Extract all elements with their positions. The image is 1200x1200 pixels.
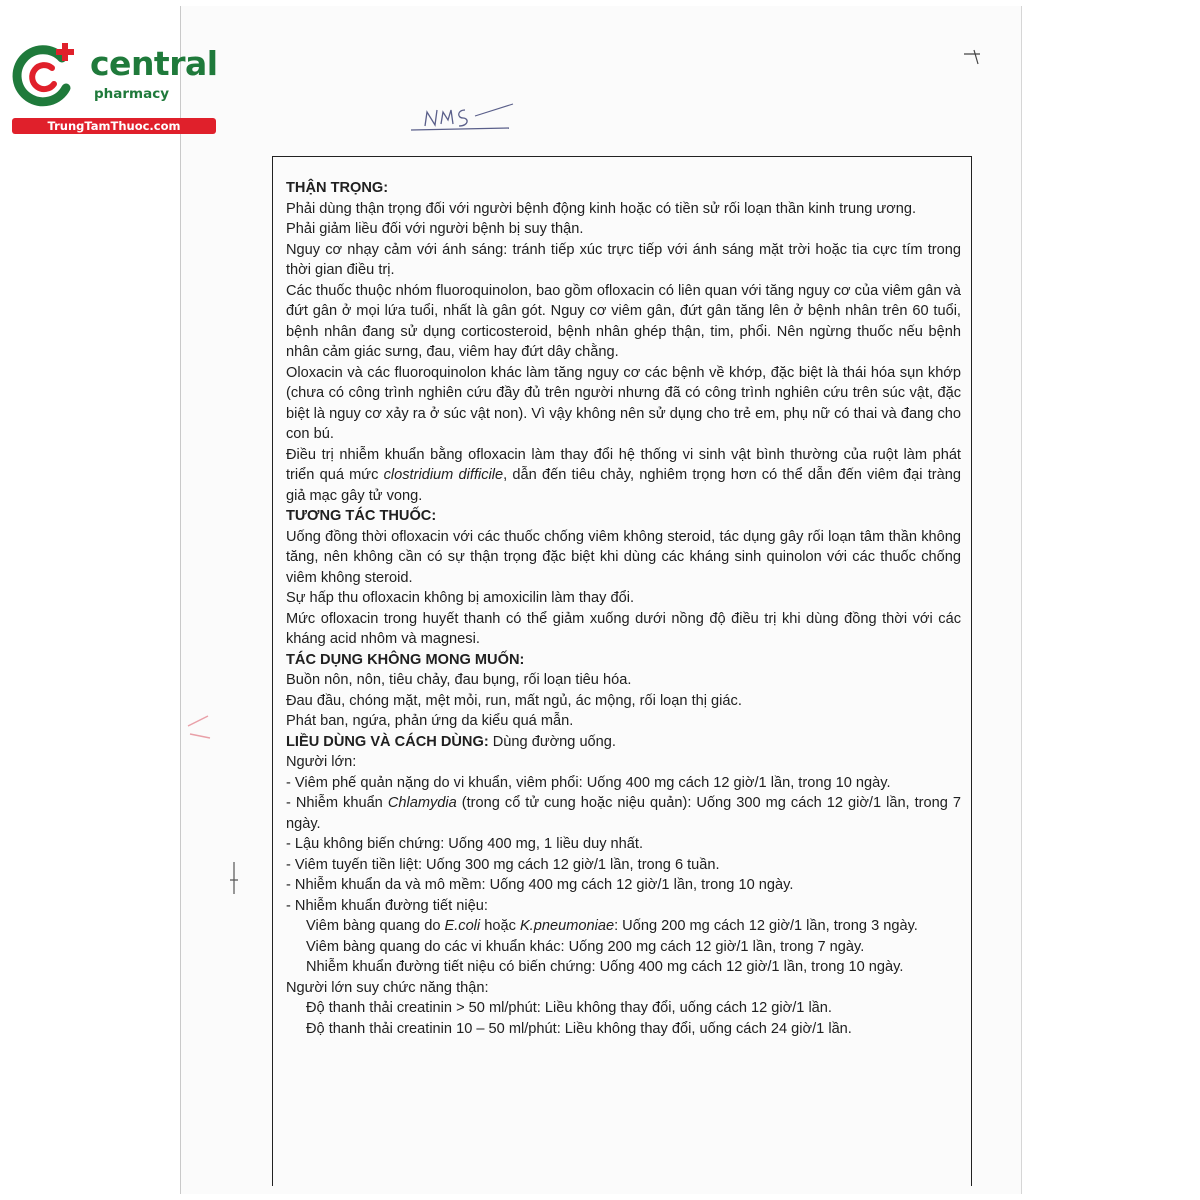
handwritten-signature — [405, 100, 520, 140]
dosage-subitem: Viêm bàng quang do các vi khuẩn khác: Uống 200 mg cách 12 giờ/1 lần, trong 7 ngày. — [306, 938, 865, 955]
paragraph: Phát ban, ngứa, phản ứng da kiểu quá mẫn. — [286, 713, 574, 729]
dosage-item: - Viêm phế quản nặng do vi khuẩn, viêm phổi: Uống 400 mg cách 12 giờ/1 lần, trong 10 ngày. — [286, 774, 891, 791]
pink-mark — [186, 712, 212, 742]
dosage-subitem: Viêm bàng quang do E.coli hoặc K.pneumoniae: Uống 200 mg cách 12 giờ/1 lần, trong 3 ngày. — [306, 918, 918, 934]
logo-website[interactable]: TrungTamThuoc.com — [12, 118, 216, 134]
section-heading-than-trong: THẬN TRỌNG: — [286, 180, 389, 196]
section-heading-lieu-dung: LIỀU DÙNG VÀ CÁCH DÙNG: Dùng đường uống. — [286, 733, 616, 750]
section-heading-tuong-tac: TƯƠNG TÁC THUỐC: — [286, 508, 437, 524]
dosage-subitem: Độ thanh thải creatinin > 50 ml/phút: Liều không thay đổi, uống cách 12 giờ/1 lần. — [306, 1000, 832, 1016]
paragraph: Các thuốc thuộc nhóm fluoroquinolon, bao gồm ofloxacin có liên quan với tăng nguy cơ của viêm gân và đứt gân ở mọi lứa tuổi, nhất là gân gót. Nguy cơ viêm gân, đứt gân tăng lên ở bệnh nhân trên 60 tuổi, bệnh nhân đang sử dụng corticosteroid, bệnh nhân ghép thận, tim, phổi. Nên ngừng thuốc nếu bệnh nhân cảm giác sưng, đau, viêm hay đứt dây chằng. — [286, 282, 961, 360]
italic-term: clostridium difficile — [383, 467, 504, 483]
paragraph: Nguy cơ nhạy cảm với ánh sáng: tránh tiếp xúc trực tiếp với ánh sáng mặt trời hoặc tia cực tím trong thời gian điều trị. — [286, 241, 961, 278]
paragraph: Oloxacin và các fluoroquinolon khác làm tăng nguy cơ các bệnh về khớp, đặc biệt là thái hóa sụn khớp (chưa có công trình nghiên cứu đầy đủ trên người nhưng đã có công trình nghiên cứu trên súc vật, đặc biệt là nguy cơ xảy ra ở súc vật non). Vì vậy không nên sử dụng cho trẻ em, phụ nữ có thai và đang cho con bú. — [286, 364, 961, 442]
logo-name: central — [90, 44, 218, 83]
subheading-adults: Người lớn: — [286, 754, 357, 770]
paragraph: Uống đồng thời ofloxacin với các thuốc chống viêm không steroid, tác dụng gây rối loạn tâm thần không tăng, nên không cần có sự thận trọng đặc biệt khi dùng các kháng sinh quinolon với các thuốc chống viêm không steroid. — [286, 528, 961, 586]
dosage-subitem: Độ thanh thải creatinin 10 – 50 ml/phút: Liều không thay đổi, uống cách 24 giờ/1 lần. — [306, 1020, 852, 1037]
paragraph: Phải giảm liều đối với người bệnh bị suy thận. — [286, 221, 584, 237]
section-heading-tac-dung: TÁC DỤNG KHÔNG MONG MUỐN: — [286, 651, 525, 668]
dosage-item: - Nhiễm khuẩn da và mô mềm: Uống 400 mg cách 12 giờ/1 lần, trong 10 ngày. — [286, 877, 794, 893]
paragraph: Sự hấp thu ofloxacin không bị amoxicilin làm thay đổi. — [286, 590, 635, 606]
dosage-item: - Viêm tuyến tiền liệt: Uống 300 mg cách 12 giờ/1 lần, trong 6 tuần. — [286, 856, 720, 873]
paragraph: Đau đầu, chóng mặt, mệt mỏi, run, mất ngủ, ác mộng, rối loạn thị giác. — [286, 692, 742, 709]
corner-mark — [960, 48, 984, 68]
leaflet-content — [272, 156, 972, 1186]
subheading-renal: Người lớn suy chức năng thận: — [286, 979, 489, 996]
paragraph: Phải dùng thận trọng đối với người bệnh động kinh hoặc có tiền sử rối loạn thần kinh trung ương. — [286, 200, 917, 217]
central-pharmacy-logo[interactable] — [8, 36, 218, 136]
dosage-item: - Nhiễm khuẩn Chlamydia (trong cổ tử cung hoặc niệu quản): Uống 300 mg cách 12 giờ/1 lần, trong 7 ngày. — [286, 795, 961, 832]
paragraph: Buồn nôn, nôn, tiêu chảy, đau bụng, rối loạn tiêu hóa. — [286, 672, 632, 688]
paragraph: Điều trị nhiễm khuẩn bằng ofloxacin làm thay đổi hệ thống vi sinh vật bình thường của ruột làm phát triển quá mức clostridium difficile, dẫn đến tiêu chảy, nghiêm trọng hơn có thể dẫn đến viêm đại tràng giả mạc gây tử vong. — [286, 446, 961, 504]
dosage-item: - Nhiễm khuẩn đường tiết niệu: — [286, 897, 488, 914]
paragraph: Mức ofloxacin trong huyết thanh có thể giảm xuống dưới nồng độ điều trị khi dùng đồng thời với các kháng acid nhôm và magnesi. — [286, 610, 961, 647]
pencil-mark — [228, 860, 240, 896]
dosage-item: - Lậu không biến chứng: Uống 400 mg, 1 liều duy nhất. — [286, 836, 644, 852]
pharmacy-logo-icon — [10, 40, 80, 110]
dosage-subitem: Nhiễm khuẩn đường tiết niệu có biến chứng: Uống 400 mg cách 12 giờ/1 lần, trong 10 ngày. — [306, 959, 904, 975]
logo-subtitle: pharmacy — [94, 86, 170, 102]
